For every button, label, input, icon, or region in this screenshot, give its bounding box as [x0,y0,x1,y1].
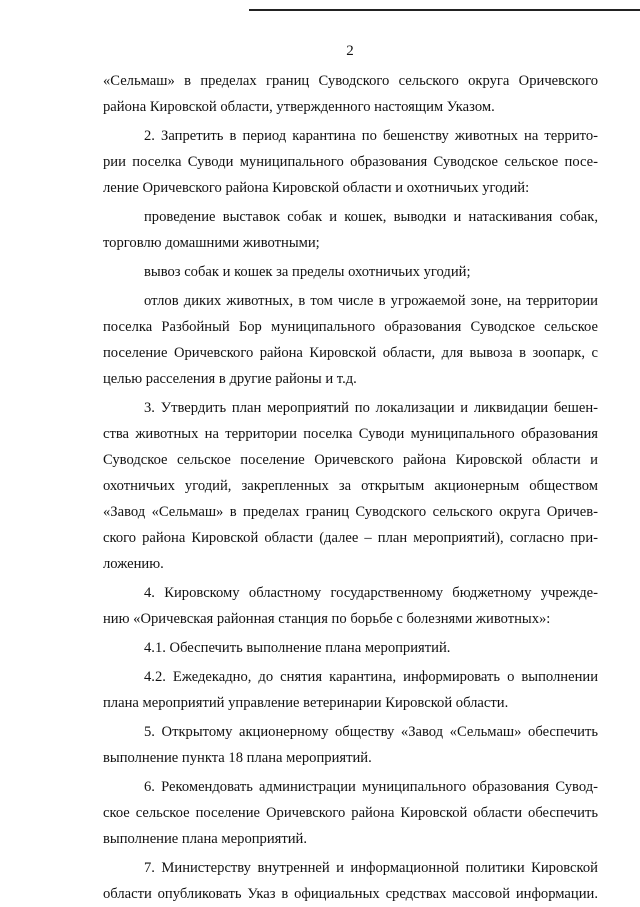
text-line: ложению. [103,556,164,572]
text-line: проведение выставок собак и кошек, выводки и натаскивания собак, [144,209,598,225]
text-line: охотничьих угодий, закрепленных за открытым акционерным обществом [103,478,598,494]
text-line: ского района Кировской области (далее – план мероприятий), согласно при- [103,530,598,546]
text-line: 4. Кировскому областному государственному бюджетному учрежде- [144,585,598,601]
text-line: торговлю домашними животными; [103,235,320,251]
text-line: рии поселка Суводи муниципального образования Суводское сельское посе- [103,154,598,170]
text-line: «Сельмаш» в пределах границ Суводского сельского округа Оричевского [103,73,598,89]
text-line: района Кировской области, утвержденного настоящим Указом. [103,99,495,115]
text-line: нию «Оричевская районная станция по борьбе с болезнями животных»: [103,611,551,627]
text-line: плана мероприятий управление ветеринарии Кировской области. [103,695,509,711]
top-rule [249,9,640,11]
text-line: поселка Разбойный Бор муниципального образования Суводское сельское [103,319,598,335]
text-line: 7. Министерству внутренней и информационной политики Кировской [144,860,598,876]
text-line: «Завод «Сельмаш» в пределах границ Суводского сельского округа Оричев- [103,504,598,520]
text-line: 5. Открытому акционерному обществу «Завод «Сельмаш» обеспечить [144,724,598,740]
text-line: ское сельское поселение Оричевского района Кировской области обеспечить [103,805,598,821]
text-line: выполнение пункта 18 плана мероприятий. [103,750,372,766]
text-line: 2. Запретить в период карантина по бешенству животных на террито- [144,128,598,144]
text-line: ства животных на территории поселка Суводи муниципального образования [103,426,598,442]
text-line: 4.1. Обеспечить выполнение плана мероприятий. [144,640,451,656]
text-line: 4.2. Ежедекадно, до снятия карантина, информировать о выполнении [144,669,598,685]
page-number: 2 [346,43,354,59]
text-line: выполнение плана мероприятий. [103,831,308,847]
text-line: Суводское сельское поселение Оричевского района Кировской области и [103,452,598,468]
text-line: области опубликовать Указ в официальных средствах массовой информации. [103,886,598,902]
text-line: ление Оричевского района Кировской области и охотничьих угодий: [103,180,530,196]
document-body [103,68,598,907]
text-line: целью расселения в другие районы и т.д. [103,371,357,387]
text-line: вывоз собак и кошек за пределы охотничьих угодий; [144,264,471,280]
text-line: отлов диких животных, в том числе в угрожаемой зоне, на территории [144,293,598,309]
text-line: 3. Утвердить план мероприятий по локализации и ликвидации бешен- [144,400,598,416]
text-line: 6. Рекомендовать администрации муниципального образования Сувод- [144,779,598,795]
text-line: поселение Оричевского района Кировской области, для вывоза в зоопарк, с [103,345,598,361]
